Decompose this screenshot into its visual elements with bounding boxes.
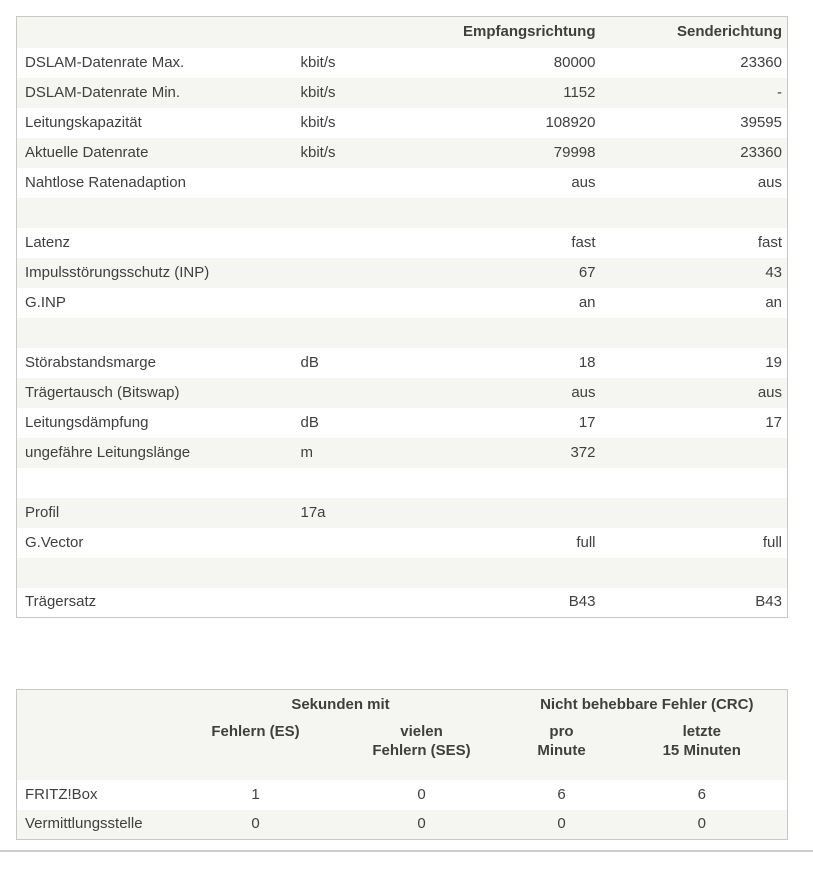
- tx-value: full: [762, 533, 782, 551]
- row-unit: [295, 468, 407, 498]
- row-label: FRITZ!Box: [25, 785, 98, 803]
- ses-value: 0: [417, 815, 426, 833]
- tx-value: 43: [765, 263, 782, 281]
- row-unit: [295, 558, 407, 588]
- row-unit: m: [300, 443, 313, 461]
- column-header-pro-minute: pro Minute: [537, 722, 586, 759]
- column-header-es: Fehlern (ES): [211, 722, 300, 740]
- per-minute-value: 6: [557, 785, 566, 803]
- table-row: [17, 288, 788, 318]
- rx-value: fast: [571, 233, 596, 251]
- tx-value: -: [777, 83, 782, 101]
- header-spacer: [17, 719, 175, 780]
- row-label: Leitungsdämpfung: [25, 413, 149, 431]
- row-label: DSLAM-Datenrate Max.: [25, 53, 185, 71]
- table-row: [17, 780, 788, 810]
- rx-value: [407, 558, 601, 588]
- column-header-ses: vielen Fehlern (SES): [372, 722, 471, 759]
- row-label: Trägersatz: [25, 593, 97, 611]
- tx-value: fast: [757, 233, 782, 251]
- row-label: [17, 318, 295, 348]
- row-label: Profil: [25, 503, 60, 521]
- row-label: Nahtlose Ratenadaption: [25, 173, 186, 191]
- rx-value: [407, 198, 601, 228]
- group-header-sekunden-mit: Sekunden mit: [291, 695, 390, 713]
- tx-value: an: [765, 293, 782, 311]
- row-unit: [295, 588, 407, 618]
- table-row: [17, 258, 788, 288]
- row-unit: [295, 258, 407, 288]
- row-unit: [295, 528, 407, 558]
- spacer-row: [17, 318, 788, 348]
- row-label: Aktuelle Datenrate: [25, 143, 149, 161]
- row-label: [17, 468, 295, 498]
- error-table-group-header-row: [17, 690, 788, 719]
- table-row: [17, 378, 788, 408]
- table-row: [17, 78, 788, 108]
- row-unit: [295, 378, 407, 408]
- rx-value: full: [576, 533, 596, 551]
- tx-value: 19: [765, 353, 782, 371]
- table-row: [17, 528, 788, 558]
- rx-value: [407, 468, 601, 498]
- header-spacer: [17, 17, 295, 48]
- spacer-row: [17, 198, 788, 228]
- row-label: Leitungskapazität: [25, 113, 142, 131]
- rx-value: 18: [578, 353, 596, 371]
- rx-value: 80000: [553, 53, 596, 71]
- row-unit: kbit/s: [300, 83, 336, 101]
- tx-value: 23360: [740, 53, 782, 71]
- row-unit: [295, 318, 407, 348]
- page-divider: [0, 850, 813, 852]
- es-value: 1: [251, 785, 260, 803]
- tx-value: [601, 468, 788, 498]
- rx-value: 372: [570, 443, 596, 461]
- rx-value: [407, 498, 601, 528]
- row-unit: [295, 168, 407, 198]
- row-unit: dB: [300, 413, 319, 431]
- column-header-senderichtung: Senderichtung: [676, 23, 782, 41]
- row-label: ungefähre Leitungslänge: [25, 443, 191, 461]
- rx-value: [407, 318, 601, 348]
- error-table-column-header-row: [17, 719, 788, 780]
- group-header-crc: Nicht behebbare Fehler (CRC): [540, 695, 754, 713]
- tx-value: 23360: [740, 143, 782, 161]
- row-unit: [295, 288, 407, 318]
- header-spacer: [17, 690, 175, 719]
- header-spacer: [295, 17, 407, 48]
- table-row: [17, 48, 788, 78]
- dsl-table-header-row: [17, 17, 788, 48]
- column-header-letzte-15-minuten: letzte 15 Minuten: [662, 722, 741, 759]
- row-unit: kbit/s: [300, 113, 336, 131]
- table-row: [17, 168, 788, 198]
- rx-value: 79998: [553, 143, 596, 161]
- table-row: [17, 498, 788, 528]
- row-unit: [295, 228, 407, 258]
- spacer-row: [17, 468, 788, 498]
- rx-value: aus: [571, 383, 596, 401]
- es-value: 0: [251, 815, 260, 833]
- row-label: Störabstandsmarge: [25, 353, 156, 371]
- table-row: [17, 108, 788, 138]
- table-row: [17, 810, 788, 840]
- tx-value: aus: [757, 383, 782, 401]
- spacer-row: [17, 558, 788, 588]
- row-label: Impulsstörungsschutz (INP): [25, 263, 210, 281]
- table-row: [17, 408, 788, 438]
- tx-value: [601, 498, 788, 528]
- row-unit: 17a: [300, 503, 326, 521]
- row-unit: kbit/s: [300, 143, 336, 161]
- ses-value: 0: [417, 785, 426, 803]
- table-row: [17, 228, 788, 258]
- tx-value: [601, 318, 788, 348]
- tx-value: [601, 438, 788, 468]
- last-15-min-value: 0: [697, 815, 706, 833]
- row-unit: [295, 198, 407, 228]
- table-row: [17, 138, 788, 168]
- per-minute-value: 0: [557, 815, 566, 833]
- rx-value: 1152: [563, 83, 596, 101]
- tx-value: [601, 558, 788, 588]
- column-header-empfangsrichtung: Empfangsrichtung: [462, 23, 596, 41]
- row-unit: kbit/s: [300, 53, 336, 71]
- rx-value: 17: [578, 413, 596, 431]
- table-row: [17, 438, 788, 468]
- row-label: Trägertausch (Bitswap): [25, 383, 180, 401]
- row-label: G.Vector: [25, 533, 84, 551]
- rx-value: 67: [578, 263, 596, 281]
- tx-value: 39595: [740, 113, 782, 131]
- row-unit: dB: [300, 353, 319, 371]
- table-row: [17, 348, 788, 378]
- rx-value: 108920: [545, 113, 596, 131]
- row-label: DSLAM-Datenrate Min.: [25, 83, 181, 101]
- rx-value: aus: [571, 173, 596, 191]
- row-label: [17, 558, 295, 588]
- row-label: G.INP: [25, 293, 66, 311]
- dsl-info-table: [16, 16, 788, 618]
- tx-value: [601, 198, 788, 228]
- tx-value: 17: [765, 413, 782, 431]
- error-counter-table: [16, 689, 788, 840]
- row-label: Latenz: [25, 233, 71, 251]
- rx-value: an: [578, 293, 596, 311]
- row-label: Vermittlungsstelle: [25, 815, 143, 833]
- tx-value: B43: [755, 593, 782, 611]
- last-15-min-value: 6: [697, 785, 706, 803]
- tx-value: aus: [757, 173, 782, 191]
- row-label: [17, 198, 295, 228]
- table-row: [17, 588, 788, 618]
- rx-value: B43: [568, 593, 596, 611]
